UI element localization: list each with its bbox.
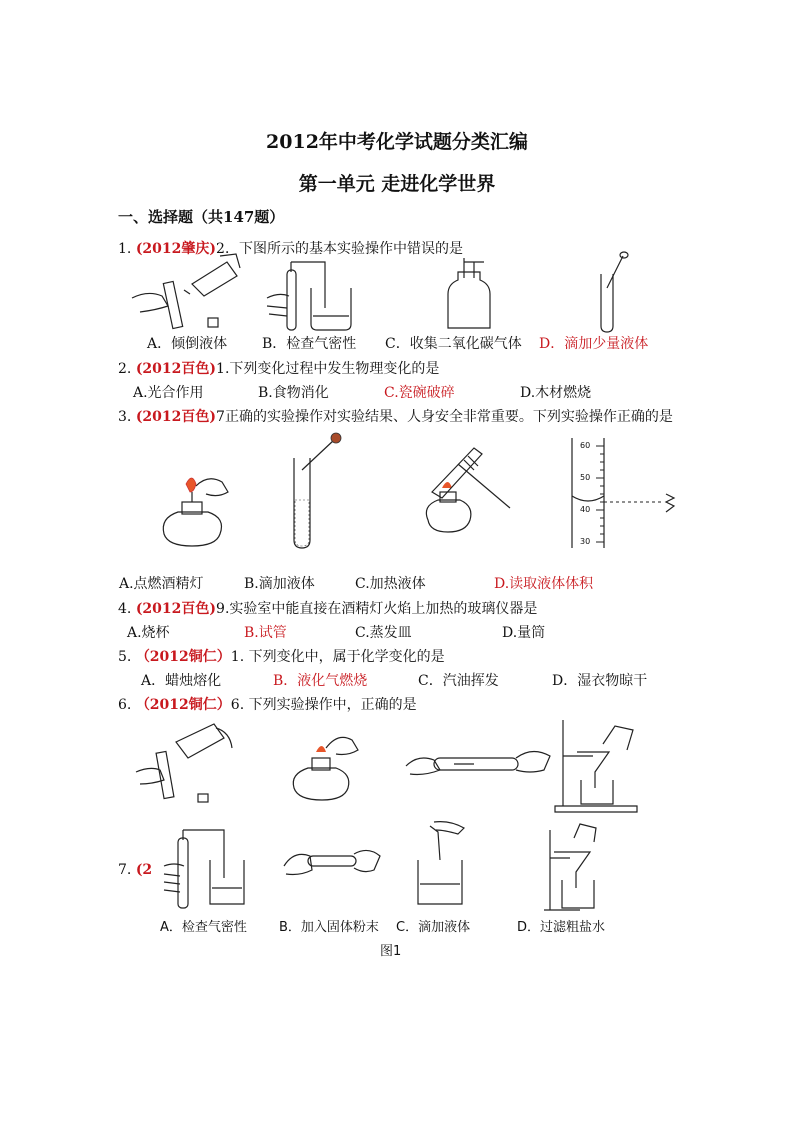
question-number: 5. (118, 649, 132, 665)
question-text: 1.下列变化过程中发生物理变化的是 (216, 361, 440, 377)
q5-option-b: B．液化气燃烧 (273, 673, 368, 689)
gas-collection-bottle-illustration (444, 258, 494, 330)
question-number: 6. (118, 697, 132, 713)
question-5 (118, 646, 445, 666)
q3-option-d: D.读取液体体积 (494, 576, 594, 592)
q3-option-c: C.加热液体 (355, 576, 426, 592)
question-text: 7正确的实验操作对实验结果、人身安全非常重要。下列实验操作正确的是 (216, 409, 673, 425)
question-number: 1. (118, 241, 132, 257)
page-title: 2012年中考化学试题分类汇编 (266, 131, 528, 153)
question-source: (2012肇庆) (135, 241, 217, 257)
q6-tube-paper-illustration (404, 740, 552, 790)
q2-option-a: A.光合作用 (133, 385, 204, 401)
question-source: (2012百色) (135, 361, 217, 377)
question-3 (118, 406, 673, 426)
question-number: 7. (118, 862, 132, 878)
q6-filtration-illustration (553, 716, 639, 816)
question-source: (2 (135, 862, 153, 878)
tick-label-30: 30 (580, 537, 591, 546)
q1-option-a: A．倾倒液体 (147, 336, 228, 352)
dropper-tube-illustration (593, 252, 633, 334)
question-source: （2012铜仁） (135, 649, 231, 665)
tick-label-40: 40 (580, 505, 591, 514)
question-source: (2012百色) (135, 409, 217, 425)
q6-alcohol-lamp-illustration (286, 726, 366, 806)
q4-option-b: B.试管 (244, 625, 287, 641)
question-text: 6. 下列实验操作中，正确的是 (230, 697, 417, 713)
q7-option-b: B．加入固体粉末 (279, 920, 379, 935)
question-7 (118, 862, 152, 878)
q1-option-d: D．滴加少量液体 (539, 336, 649, 352)
q7-option-c: C．滴加液体 (396, 920, 471, 935)
q5-option-a: A．蜡烛熔化 (141, 673, 222, 689)
q7-powder-illustration (282, 842, 382, 886)
pouring-liquid-illustration (132, 254, 242, 330)
q7-airtightness-illustration (162, 828, 252, 910)
q4-option-d: D.量筒 (502, 625, 546, 641)
q7-option-d: D．过滤粗盐水 (517, 920, 606, 935)
q2-option-b: B.食物消化 (258, 385, 329, 401)
q3-option-b: B.滴加液体 (244, 576, 315, 592)
q7-dropper-beaker-illustration (414, 820, 474, 910)
q5-option-d: D．湿衣物晾干 (552, 673, 648, 689)
question-source: (2012百色) (135, 601, 217, 617)
heating-liquid-illustration (408, 440, 518, 550)
q4-option-c: C.蒸发皿 (355, 625, 412, 641)
question-number: 2. (118, 361, 132, 377)
question-number: 3. (118, 409, 132, 425)
q2-option-d: D.木材燃烧 (520, 385, 592, 401)
lighting-alcohol-lamp-illustration (156, 462, 232, 554)
unit-title: 第一单元 走进化学世界 (298, 173, 496, 195)
tick-label-50: 50 (580, 473, 591, 482)
q1-option-c: C．收集二氧化碳气体 (385, 336, 522, 352)
q1-option-b: B．检查气密性 (262, 336, 357, 352)
question-4 (118, 598, 537, 618)
question-number: 4. (118, 601, 132, 617)
dropper-illustration (288, 430, 348, 550)
figure-caption: 图1 (380, 944, 402, 959)
question-text: 9.实验室中能直接在酒精灯火焰上加热的玻璃仪器是 (216, 601, 538, 617)
question-6 (118, 694, 417, 714)
q4-option-a: A.烧杯 (127, 625, 170, 641)
section-heading: 一、选择题（共147题） (118, 208, 285, 226)
q3-option-a: A.点燃酒精灯 (119, 576, 204, 592)
q5-option-c: C．汽油挥发 (418, 673, 499, 689)
question-text: 1. 下列变化中，属于化学变化的是 (230, 649, 445, 665)
q2-option-c: C.瓷碗破碎 (384, 385, 455, 401)
question-2 (118, 358, 439, 378)
q7-option-a: A．检查气密性 (160, 920, 247, 935)
q6-pouring-illustration (136, 722, 236, 806)
tick-label-60: 60 (580, 441, 591, 450)
airtightness-check-illustration (265, 258, 355, 334)
question-text: 2．下图所示的基本实验操作中错误的是 (216, 241, 463, 257)
question-source: （2012铜仁） (135, 697, 231, 713)
q7-filter-illustration (540, 822, 620, 912)
